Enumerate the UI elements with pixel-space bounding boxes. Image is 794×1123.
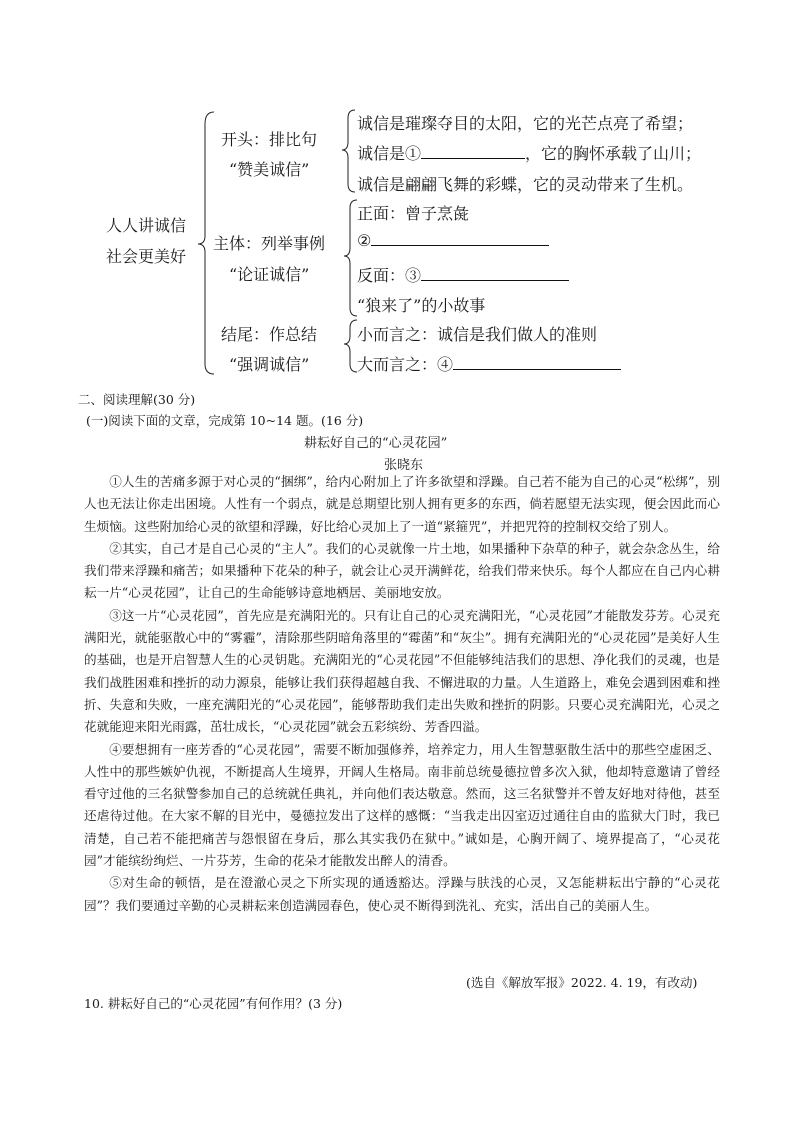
article-source: (选自《解放军报》2022. 4. 19，有改动) (466, 975, 698, 990)
section1-item2: 诚信是① ，它的胸怀承载了山川； (357, 144, 702, 163)
section1-subtitle: “赞美诚信” (229, 160, 310, 179)
section2-item2: ② (357, 231, 549, 250)
section-heading: 二、阅读理解(30 分) (78, 392, 196, 407)
section2-item1: 正面：曾子烹彘 (357, 204, 470, 223)
section3-item2: 大而言之：④ (357, 352, 621, 375)
section1-item1: 诚信是璀璨夺目的太阳，它的光芒点亮了希望； (357, 114, 694, 133)
section1-item3: 诚信是翩翩飞舞的彩蝶，它的灵动带来了生机。 (357, 175, 694, 194)
section2-title: 主体：列举事例 (213, 234, 326, 253)
section3-title: 结尾：作总结 (221, 325, 318, 344)
article-author: 张晓东 (384, 458, 424, 473)
main-brace (198, 112, 214, 374)
section3-item1: 小而言之：诚信是我们做人的准则 (357, 325, 598, 344)
section1-title: 开头：排比句 (221, 130, 318, 149)
answer-blank-2[interactable] (371, 231, 549, 246)
answer-blank-4[interactable] (453, 355, 621, 370)
section2-brace (344, 200, 357, 316)
paragraph-5: ⑤对生命的顿悟，是在澄澈心灵之下所实现的通透豁达。浮躁与肤浅的心灵，又怎能耕耘出宁静的“心灵花园”？我们要通过辛勤的心灵耕耘来创造满园春色，使心灵不断得到洗礼、充实，活出自己的美丽人生。 (84, 875, 720, 913)
section2-item4: “狼来了”的小故事 (357, 296, 486, 315)
section-intro: (一)阅读下面的文章，完成第 10~14 题。(16 分) (86, 413, 364, 428)
paragraph-3: ③这一片“心灵花园”，首先应是充满阳光的。只有让自己的心灵充满阳光，“心灵花园”才能散发芬芳。心灵充满阳光，就能驱散心中的“雾霾”，清除那些阴暗角落里的“霉菌”和“灰尘”。拥有充满阳光的“心灵花园”是美好人生的基础，也是开启智慧人生的心灵钥匙。充满阳光的“心灵花园”不但能够纯洁我们的思想、净化我们的灵魂，也是我们战胜困难和挫折的动力源泉，能够让我们获得超越自我、不懈进取的力量。人生道路上，难免会遇到困难和挫折、失意和失败，一座充满阳光的“心灵花园”，能够帮助我们走出失败和挫折的阴影。只要心灵充满阳光，心灵之花就能迎来阳光雨露，茁壮成长，“心灵花园”就会五彩缤纷、芳香四溢。 (84, 607, 720, 735)
article-title: 耕耘好自己的“心灵花园” (304, 436, 448, 451)
article-body (84, 471, 720, 917)
answer-blank-1[interactable] (421, 144, 525, 159)
section2-subtitle: “论证诚信” (229, 265, 310, 284)
paragraph-4: ④要想拥有一座芳香的“心灵花园”，需要不断加强修养，培养定力，用人生智慧驱散生活中的那些空虚困乏、人性中的那些嫉妒仇视，不断提高人生境界，开阔人生格局。南非前总统曼德拉曾多次入狱，他却特意邀请了曾经看守过他的三名狱警参加自己的总统就任典礼，并向他们表达敬意。然而，这三名狱警并不曾友好地对待他，甚至还虐待过他。在大家不解的目光中，曼德拉发出了这样的感慨：“当我走出囚室迈过通往自由的监狱大门时，我已清楚，自己若不能把痛苦与怨恨留在身后，那么其实我仍在狱中。”诚如是，心胸开阔了、境界提高了，“心灵花园”才能缤纷绚烂、一片芬芳，生命的花朵才能散发出醉人的清香。 (84, 741, 720, 869)
section1-brace (342, 110, 355, 192)
paragraph-2: ②其实，自己才是自己心灵的“主人”。我们的心灵就像一片土地，如果播种下杂草的种子，就会杂念丛生，给我们带来浮躁和痛苦；如果播种下花朵的种子，就会让心灵开满鲜花，给我们带来快乐。每个人都应在自己内心耕耘一片“心灵花园”，让自己的生命能够诗意地栖居、美丽地安放。 (84, 540, 720, 601)
question-10: 10. 耕耘好自己的“心灵花园”有何作用？(3 分) (84, 996, 343, 1011)
section2-item3: 反面：③ (357, 263, 569, 286)
theme-line1: 人人讲诚信 (106, 216, 187, 235)
paragraph-1: ①人生的苦痛多源于对心灵的“捆绑”，给内心附加上了许多欲望和浮躁。自己若不能为自己的心灵“松绑”，别人也无法让你走出困境。人性有一个弱点，就是总期望比别人拥有更多的东西，倘若愿望无法实现，便会因此而心生烦恼。这些附加给心灵的欲望和浮躁，好比给心灵加上了一道“紧箍咒”，并把咒符的控制权交给了别人。 (84, 474, 720, 534)
section3-subtitle: “强调诚信” (229, 355, 310, 374)
section3-brace (344, 320, 357, 372)
answer-blank-3[interactable] (421, 266, 569, 281)
theme-line2: 社会更美好 (106, 247, 187, 266)
